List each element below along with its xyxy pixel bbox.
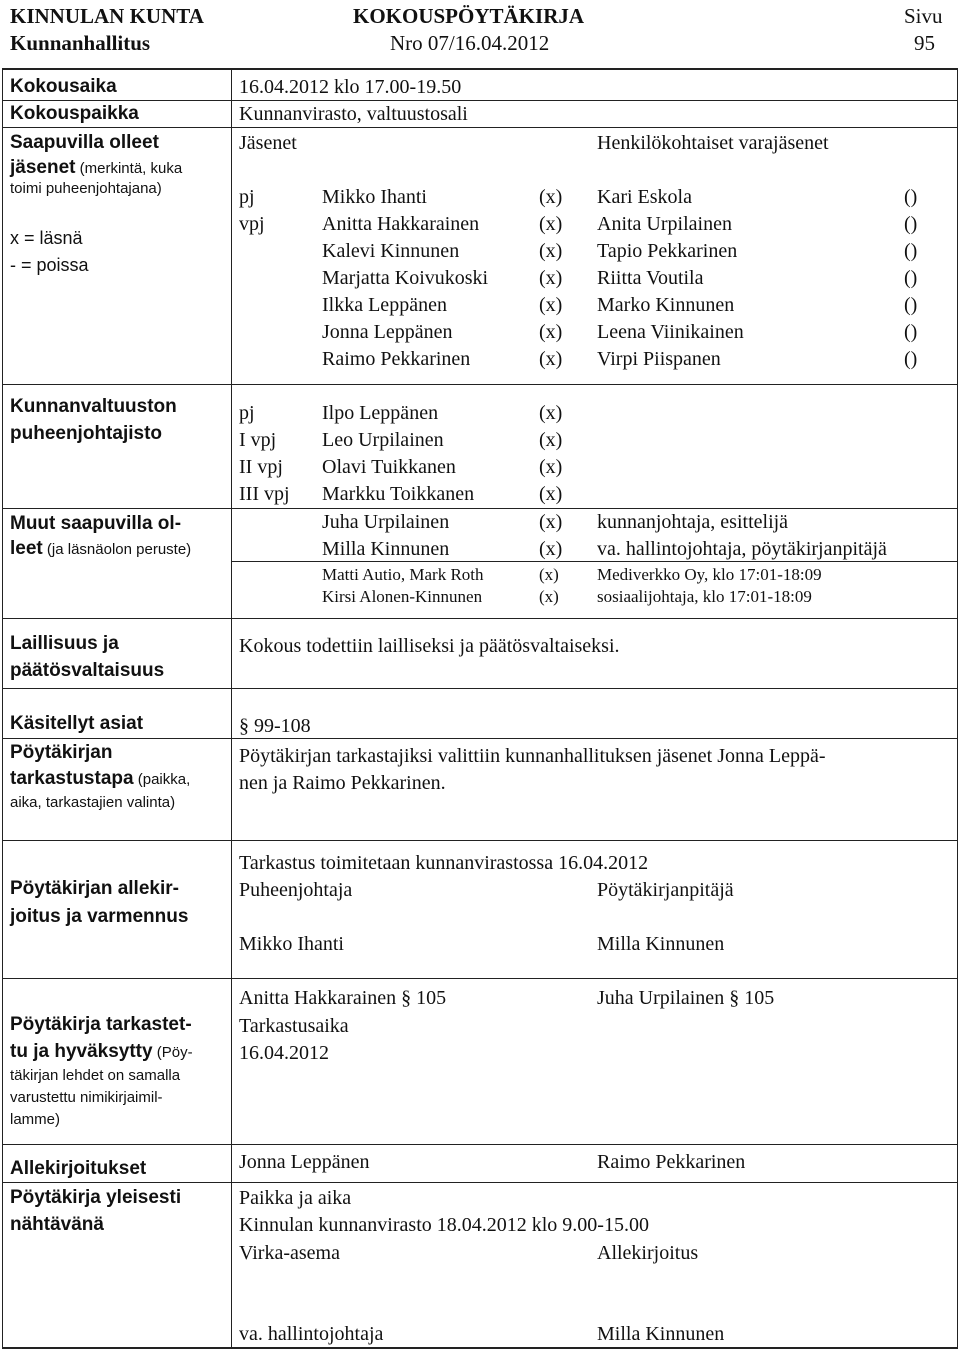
deputy-name: Virpi Piispanen (597, 348, 721, 370)
deputy-name: Tapio Pekkarinen (597, 240, 738, 262)
label-check-3: aika, tarkastajien valinta) (10, 794, 176, 811)
label-others: Muut saapuvilla ol- (10, 513, 182, 534)
deputy-mark: () (904, 267, 918, 289)
legend-present: x = läsnä (10, 228, 83, 248)
frame-bottom (2, 1347, 958, 1349)
member-name: Mikko Ihanti (322, 186, 427, 208)
meeting-place: Kunnanvirasto, valtuustosali (239, 103, 468, 125)
approval-date: 16.04.2012 (239, 1042, 329, 1064)
member-mark: (x) (539, 267, 563, 289)
other-reason: Mediverkko Oy, klo 17:01-18:09 (597, 565, 822, 584)
check-text-2: nen ja Raimo Pekkarinen. (239, 772, 446, 794)
label-council: Kunnanvaltuuston (10, 396, 177, 417)
other-reason: sosiaalijohtaja, klo 17:01-18:09 (597, 587, 812, 606)
label-approved-3: täkirjan lehdet on samalla (10, 1067, 181, 1084)
member-mark: (x) (539, 294, 563, 316)
label-approved-2: tu ja hyväksytty (Pöy- (10, 1041, 193, 1062)
row-divider (2, 100, 958, 101)
other-name: Kirsi Alonen-Kinnunen (322, 587, 483, 606)
doc-type: KOKOUSPÖYTÄKIRJA (353, 4, 585, 28)
other-mark: (x) (539, 565, 559, 584)
label-signing: Pöytäkirjan allekir- (10, 878, 179, 899)
row-divider (2, 1144, 958, 1145)
label-present-members-note: jäsenet (merkintä, kuka (10, 157, 183, 178)
other-mark: (x) (539, 511, 563, 533)
public-value: Kinnulan kunnanvirasto 18.04.2012 klo 9.00-15.00 (239, 1214, 649, 1236)
public-label: Paikka ja aika (239, 1187, 352, 1209)
row-divider (2, 978, 958, 979)
meeting-time: 16.04.2012 klo 17.00-19.50 (239, 76, 462, 98)
public-signature-value: Milla Kinnunen (597, 1323, 725, 1345)
other-reason: va. hallintojohtaja, pöytäkirjanpitäjä (597, 538, 887, 560)
council-name: Leo Urpilainen (322, 429, 444, 451)
member-name: Kalevi Kinnunen (322, 240, 460, 262)
deputy-name: Leena Viinikainen (597, 321, 744, 343)
member-role: vpj (239, 213, 265, 235)
deputies-header: Henkilökohtaiset varajäsenet (597, 132, 829, 154)
council-role: pj (239, 402, 255, 424)
label-present-members-note-2: toimi puheenjohtajana) (10, 180, 162, 197)
deputy-mark: () (904, 240, 918, 262)
council-mark: (x) (539, 402, 563, 424)
public-title-value: va. hallintojohtaja (239, 1323, 384, 1345)
council-mark: (x) (539, 483, 563, 505)
chair-name: Mikko Ihanti (239, 933, 344, 955)
label-legal-2: päätösvaltaisuus (10, 660, 165, 681)
deputy-mark: () (904, 213, 918, 235)
label-approved-4: varustettu nimikirjaimil- (10, 1089, 163, 1106)
council-role: I vpj (239, 429, 277, 451)
row-divider (2, 618, 958, 619)
council-role: II vpj (239, 456, 283, 478)
label-present-members: Saapuvilla olleet (10, 132, 159, 153)
member-mark: (x) (539, 213, 563, 235)
member-role: pj (239, 186, 255, 208)
page-number: 95 (914, 31, 935, 55)
other-mark: (x) (539, 538, 563, 560)
signing-place: Tarkastus toimitetaan kunnanvirastossa 16.04.2012 (239, 852, 649, 874)
member-mark: (x) (539, 321, 563, 343)
council-name: Olavi Tuikkanen (322, 456, 456, 478)
row-divider (231, 561, 958, 562)
label-signatures: Allekirjoitukset (10, 1158, 147, 1179)
member-name: Marjatta Koivukoski (322, 267, 489, 289)
deputy-mark: () (904, 186, 918, 208)
council-name: Ilpo Leppänen (322, 402, 439, 424)
other-name: Matti Autio, Mark Roth (322, 565, 484, 584)
approver-2: Juha Urpilainen § 105 (597, 987, 775, 1009)
members-header: Jäsenet (239, 132, 297, 154)
row-divider (2, 508, 958, 509)
row-divider (2, 840, 958, 841)
chair-title: Puheenjohtaja (239, 879, 353, 901)
deputy-name: Kari Eskola (597, 186, 692, 208)
frame-top (2, 68, 958, 70)
row-divider (2, 688, 958, 689)
label-approved-5: lamme) (10, 1111, 61, 1128)
page-label: Sivu (904, 4, 943, 28)
approver-name-1: Jonna Leppänen (239, 1151, 370, 1173)
secretary-title: Pöytäkirjanpitäjä (597, 879, 734, 901)
member-name: Jonna Leppänen (322, 321, 453, 343)
row-divider (2, 1182, 958, 1183)
label-others-2: leet (ja läsnäolon peruste) (10, 538, 192, 559)
deputy-mark: () (904, 321, 918, 343)
label-meeting-time: Kokousaika (10, 76, 117, 97)
member-name: Anitta Hakkarainen (322, 213, 480, 235)
other-mark: (x) (539, 587, 559, 606)
deputy-mark: () (904, 348, 918, 370)
member-name: Raimo Pekkarinen (322, 348, 471, 370)
member-mark: (x) (539, 348, 563, 370)
other-reason: kunnanjohtaja, esittelijä (597, 511, 789, 533)
member-mark: (x) (539, 240, 563, 262)
deputy-mark: () (904, 294, 918, 316)
approver-1: Anitta Hakkarainen § 105 (239, 987, 447, 1009)
council-mark: (x) (539, 429, 563, 451)
handled-items: § 99-108 (239, 715, 311, 737)
other-name: Milla Kinnunen (322, 538, 450, 560)
frame-right (957, 68, 958, 1348)
legend-absent: - = poissa (10, 255, 89, 275)
label-meeting-place: Kokouspaikka (10, 103, 139, 124)
label-handled: Käsitellyt asiat (10, 713, 144, 734)
label-legal: Laillisuus ja (10, 633, 119, 654)
body-name: Kunnanhallitus (10, 31, 151, 55)
deputy-name: Anita Urpilainen (597, 213, 732, 235)
row-divider (2, 127, 958, 128)
check-text: Pöytäkirjan tarkastajiksi valittiin kunnanhallituksen jäsenet Jonna Leppä- (239, 745, 826, 767)
public-title-label: Virka-asema (239, 1242, 340, 1264)
row-divider (2, 738, 958, 739)
secretary-name: Milla Kinnunen (597, 933, 725, 955)
council-role: III vpj (239, 483, 290, 505)
row-divider (2, 384, 958, 385)
label-signing-2: joitus ja varmennus (10, 906, 189, 927)
other-name: Juha Urpilainen (322, 511, 450, 533)
label-council-2: puheenjohtajisto (10, 423, 162, 444)
deputy-name: Riitta Voutila (597, 267, 704, 289)
label-approved: Pöytäkirja tarkastet- (10, 1014, 192, 1035)
member-name: Ilkka Leppänen (322, 294, 447, 316)
protocol-number: Nro 07/16.04.2012 (390, 31, 550, 55)
deputy-name: Marko Kinnunen (597, 294, 735, 316)
member-mark: (x) (539, 186, 563, 208)
label-check: Pöytäkirjan (10, 742, 113, 763)
frame-left (2, 68, 3, 1348)
council-mark: (x) (539, 456, 563, 478)
label-public: Pöytäkirja yleisesti (10, 1187, 182, 1208)
council-name: Markku Toikkanen (322, 483, 475, 505)
org-name: KINNULAN KUNTA (10, 4, 204, 28)
label-check-2: tarkastustapa (paikka, (10, 768, 191, 789)
column-divider (231, 68, 232, 1348)
approver-name-2: Raimo Pekkarinen (597, 1151, 746, 1173)
label-public-2: nähtävänä (10, 1214, 104, 1235)
legal-text: Kokous todettiin lailliseksi ja päätösvaltaiseksi. (239, 635, 620, 657)
approval-time-label: Tarkastusaika (239, 1015, 349, 1037)
public-signature-label: Allekirjoitus (597, 1242, 699, 1264)
